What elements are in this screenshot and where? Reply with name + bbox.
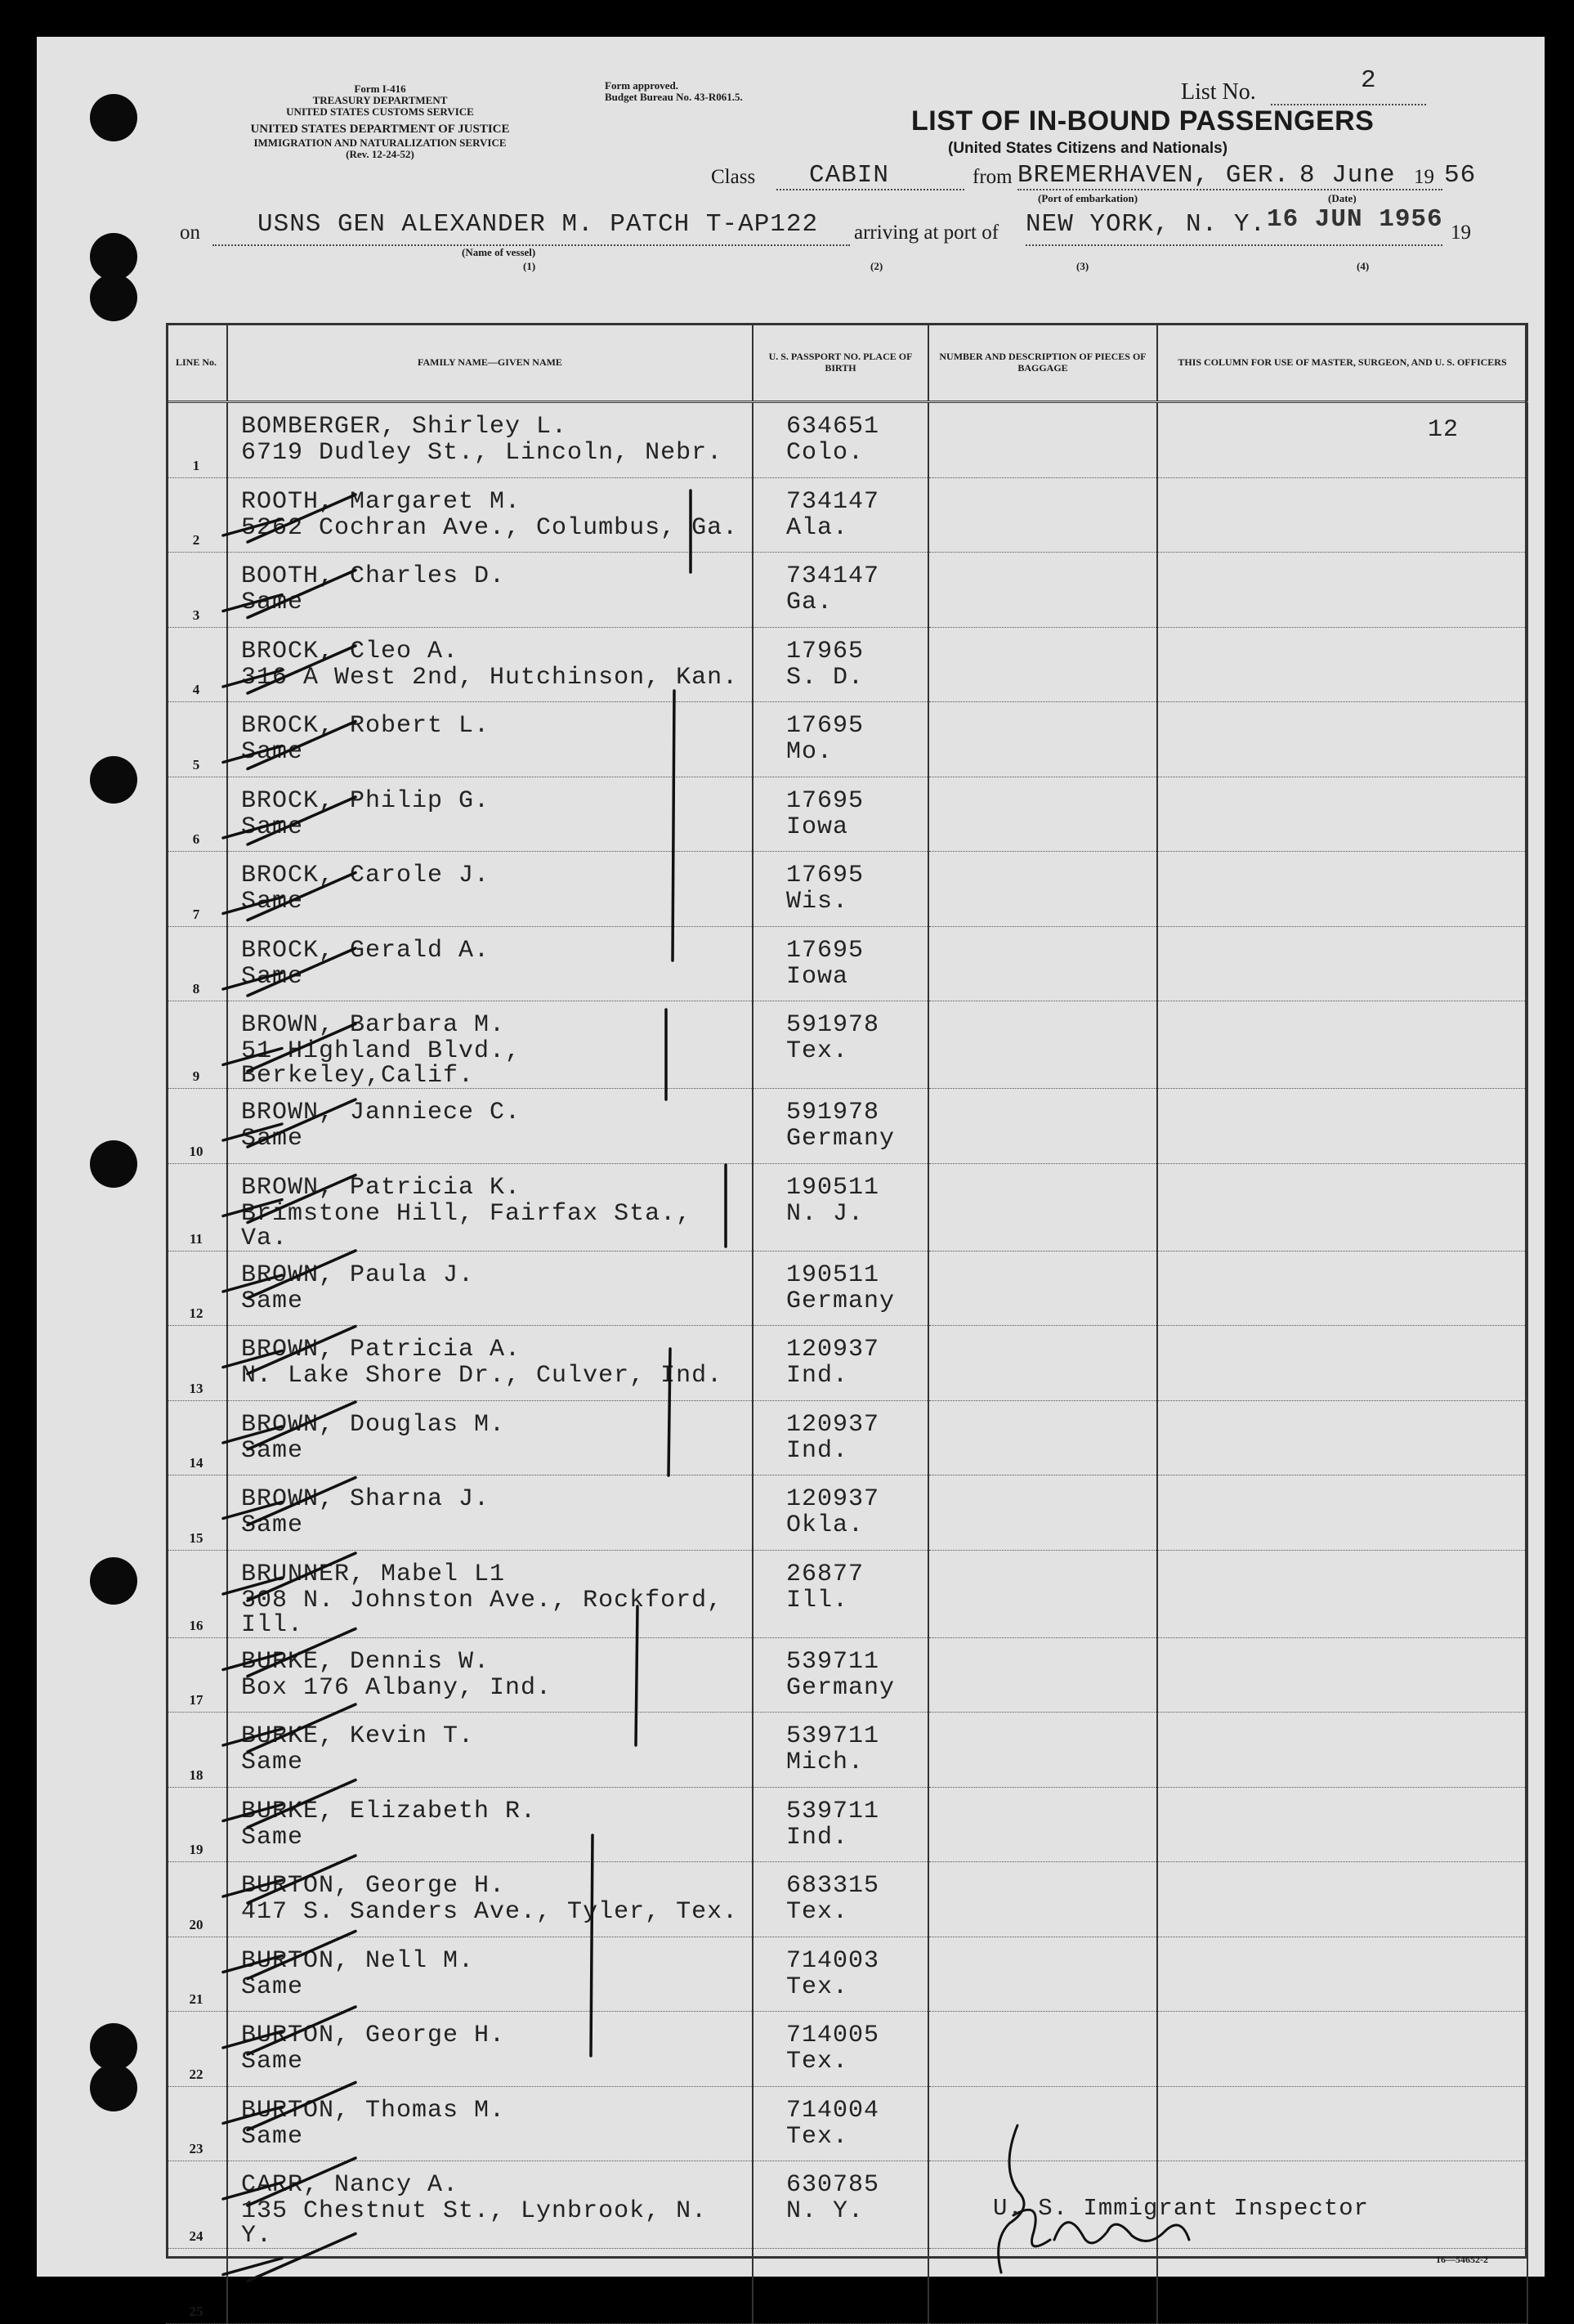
- passenger-name: BURKE, Dennis W.: [241, 1647, 490, 1676]
- check-mark: [223, 2007, 355, 2054]
- check-mark: [223, 571, 355, 618]
- date-caption: (Date): [1328, 192, 1357, 204]
- check-mark: [223, 2158, 355, 2205]
- passenger-name: BROCK, Robert L.: [241, 712, 490, 740]
- passport-number: 190511: [786, 1261, 880, 1289]
- passport-number: 190511: [786, 1173, 880, 1202]
- passenger-name: BROWN, Douglas M.: [241, 1410, 506, 1439]
- passenger-address: 135 Chestnut St., Lynbrook, N. Y.: [241, 2197, 708, 2250]
- budget-bureau: Budget Bureau No. 43-R061.5.: [605, 91, 743, 103]
- line-number: 3: [192, 607, 200, 623]
- bracket-mark: [591, 1835, 592, 2056]
- place-of-birth: Colo.: [786, 439, 865, 467]
- bracket-mark: [636, 1606, 637, 1745]
- passenger-name: BROCK, Carole J.: [241, 862, 490, 889]
- line-number: 4: [192, 682, 200, 697]
- form-approved: Form approved.: [605, 79, 679, 92]
- passport-number: 120937: [786, 1336, 880, 1364]
- header-officers: THIS COLUMN FOR USE OF MASTER, SURGEON, AND U. S. OFFICERS: [1157, 323, 1527, 402]
- check-mark: [223, 1629, 355, 1677]
- class-label: Class: [711, 166, 756, 188]
- passport-number: 714005: [786, 2022, 880, 2049]
- list-no-label: List No.: [1181, 79, 1256, 105]
- date-value: 8 June: [1299, 161, 1396, 190]
- col-ref-1: (1): [523, 260, 536, 272]
- passport-number: 17965: [786, 637, 865, 665]
- check-mark: [223, 722, 355, 769]
- place-of-birth: Wis.: [786, 888, 849, 916]
- line-number: 14: [189, 1455, 203, 1471]
- line-number: 1: [192, 457, 200, 473]
- place-of-birth: Germany: [786, 1673, 896, 1702]
- check-mark: [223, 1327, 355, 1374]
- arrival-date-stamp: 16 JUN 1956: [1267, 205, 1443, 234]
- place-of-birth: Tex.: [786, 2122, 849, 2151]
- passenger-name: BURTON, Nell M.: [241, 1946, 475, 1975]
- passenger-address: Same: [241, 813, 304, 841]
- line-number: 22: [189, 2066, 203, 2082]
- passenger-address: 51 Highland Blvd., Berkeley,Calif.: [241, 1037, 521, 1090]
- passenger-name: BURTON, George H.: [241, 2022, 506, 2049]
- place-of-birth: Ind.: [786, 1436, 849, 1465]
- line-number: 12: [189, 1305, 203, 1321]
- passenger-name: BURTON, Thomas M.: [241, 2096, 506, 2125]
- check-mark: [223, 2083, 355, 2130]
- vessel-caption: (Name of vessel): [462, 246, 536, 258]
- place-of-birth: N. J.: [786, 1199, 865, 1228]
- passenger-address: Same: [241, 589, 304, 616]
- form-id: Form I-416: [354, 83, 406, 95]
- passenger-address: Same: [241, 2048, 304, 2075]
- passenger-address: Same: [241, 888, 304, 916]
- customs-service: UNITED STATES CUSTOMS SERVICE: [286, 105, 474, 118]
- line-number: 5: [192, 756, 200, 772]
- place-of-birth: N. Y.: [786, 2197, 865, 2225]
- class-value: CABIN: [809, 161, 890, 190]
- passenger-name: BROCK, Philip G.: [241, 786, 490, 815]
- check-mark: [223, 1780, 355, 1828]
- place-of-birth: Ala.: [786, 513, 849, 542]
- passport-number: 17695: [786, 712, 865, 740]
- col-ref-2: (2): [870, 260, 883, 272]
- check-mark: [223, 495, 355, 542]
- place-of-birth: Ind.: [786, 1823, 849, 1852]
- bracket-mark: [669, 1349, 670, 1475]
- passenger-name: BRUNNER, Mabel L1: [241, 1560, 506, 1588]
- passenger-address: 316 A West 2nd, Hutchinson, Kan.: [241, 663, 739, 692]
- passenger-address: Same: [241, 1511, 304, 1539]
- passport-number: 17695: [786, 936, 865, 965]
- line-number: 13: [189, 1380, 203, 1396]
- line-number: 23: [189, 2141, 203, 2156]
- passport-number: 26877: [786, 1560, 865, 1588]
- place-of-birth: S. D.: [786, 663, 865, 692]
- place-of-birth: Ga.: [786, 589, 834, 616]
- passenger-address: 6719 Dudley St., Lincoln, Nebr.: [241, 439, 723, 467]
- on-label: on: [180, 222, 200, 244]
- page-subtitle: (United States Citizens and Nationals): [948, 140, 1228, 157]
- date-year: 56: [1444, 161, 1477, 190]
- place-of-birth: Tex.: [786, 1972, 849, 2001]
- passport-number: 17695: [786, 862, 865, 889]
- check-mark: [223, 1024, 355, 1072]
- check-mark: [223, 1478, 355, 1525]
- passenger-address: Same: [241, 738, 304, 766]
- check-mark: [223, 646, 355, 693]
- header-passport: U. S. PASSPORT NO. PLACE OF BIRTH: [753, 323, 928, 402]
- passenger-address: 5262 Cochran Ave., Columbus, Ga.: [241, 513, 739, 542]
- passport-number: 683315: [786, 1872, 880, 1900]
- passenger-address: Same: [241, 1287, 304, 1315]
- vessel-name: USNS GEN ALEXANDER M. PATCH T-AP122: [257, 210, 819, 239]
- place-of-birth: Iowa: [786, 962, 849, 991]
- bracket-mark: [673, 691, 674, 960]
- line-number: 19: [189, 1842, 203, 1857]
- passenger-address: Same: [241, 1125, 304, 1153]
- col-ref-4: (4): [1357, 260, 1370, 272]
- place-of-birth: Mo.: [786, 738, 834, 766]
- revision: (Rev. 12-24-52): [346, 148, 414, 160]
- passenger-name: BROWN, Patricia K.: [241, 1173, 521, 1202]
- handwritten-marks: [37, 37, 1545, 2277]
- place-of-birth: Okla.: [786, 1511, 865, 1539]
- passport-number: 591978: [786, 1099, 880, 1126]
- line-number: 6: [192, 831, 200, 847]
- list-no: 2: [1361, 66, 1377, 95]
- header-line-no: LINE No.: [166, 323, 227, 402]
- passenger-name: BROCK, Gerald A.: [241, 936, 490, 965]
- from-label: from: [973, 166, 1013, 188]
- check-mark: [223, 1704, 355, 1752]
- passenger-name: BOMBERGER, Shirley L.: [241, 413, 568, 441]
- line-number: 9: [192, 1068, 200, 1084]
- inspector-caption: U. S. Immigrant Inspector: [993, 2195, 1370, 2222]
- check-mark: [223, 1856, 355, 1903]
- passenger-address: Same: [241, 1823, 304, 1852]
- col-ref-3: (3): [1076, 260, 1089, 272]
- passenger-name: CARR, Nancy A.: [241, 2171, 459, 2199]
- check-mark: [223, 1402, 355, 1449]
- passenger-name: BURTON, George H.: [241, 1872, 506, 1900]
- ins-service: IMMIGRATION AND NATURALIZATION SERVICE: [253, 137, 507, 149]
- place-of-birth: Ill.: [786, 1586, 849, 1614]
- line-number: 24: [189, 2228, 203, 2244]
- passenger-address: Brimstone Hill, Fairfax Sta., Va.: [241, 1199, 692, 1252]
- place-of-birth: Mich.: [786, 1749, 865, 1776]
- line-number: 18: [189, 1767, 203, 1783]
- passenger-name: ROOTH, Margaret M.: [241, 487, 521, 516]
- form-code: 16—54652-2: [1436, 2254, 1488, 2265]
- check-mark: [223, 948, 355, 996]
- passport-number: 591978: [786, 1011, 880, 1039]
- line-number: 10: [189, 1143, 203, 1159]
- passport-number: 714004: [786, 2096, 880, 2125]
- date-prefix: 19: [1414, 166, 1434, 188]
- passenger-name: BROWN, Barbara M.: [241, 1011, 506, 1039]
- place-of-birth: Tex.: [786, 2048, 849, 2075]
- passport-number: 539711: [786, 1722, 880, 1750]
- passenger-name: BROWN, Patricia A.: [241, 1336, 521, 1364]
- check-mark: [223, 1553, 355, 1601]
- embarkation-caption: (Port of embarkation): [1038, 192, 1138, 204]
- passenger-address: N. Lake Shore Dr., Culver, Ind.: [241, 1362, 723, 1390]
- check-mark: [223, 873, 355, 920]
- line-number: 2: [192, 532, 200, 548]
- passport-number: 120937: [786, 1485, 880, 1513]
- passport-number: 17695: [786, 786, 865, 815]
- passport-number: 630785: [786, 2171, 880, 2199]
- check-mark: [223, 1932, 355, 1979]
- passenger-address: 308 N. Johnston Ave., Rockford, Ill.: [241, 1586, 723, 1639]
- place-of-birth: Germany: [786, 1287, 896, 1315]
- place-of-birth: Tex.: [786, 1898, 849, 1926]
- passenger-name: BROWN, Paula J.: [241, 1261, 475, 1289]
- line-number: 17: [189, 1692, 203, 1708]
- passport-number: 734147: [786, 487, 880, 516]
- check-mark: [223, 1175, 355, 1223]
- document-page: [37, 37, 1545, 2319]
- passenger-address: Same: [241, 2122, 304, 2151]
- passenger-name: BOOTH, Charles D.: [241, 562, 506, 590]
- passenger-name: BURKE, Kevin T.: [241, 1722, 475, 1750]
- line-number: 16: [189, 1617, 203, 1633]
- check-mark: [223, 1251, 355, 1298]
- passenger-address: Same: [241, 1436, 304, 1465]
- passenger-name: BROCK, Cleo A.: [241, 637, 459, 665]
- line-number: 8: [192, 981, 200, 996]
- passport-number: 539711: [786, 1647, 880, 1676]
- arriving-label: arriving at port of: [854, 222, 999, 244]
- passenger-name: BURKE, Elizabeth R.: [241, 1797, 537, 1825]
- place-of-birth: Tex.: [786, 1037, 849, 1065]
- passenger-address: Same: [241, 962, 304, 991]
- line-number: 25: [189, 2303, 203, 2319]
- line-number: 15: [189, 1529, 203, 1546]
- passenger-address: Same: [241, 1972, 304, 2001]
- place-of-birth: Germany: [786, 1125, 896, 1153]
- line-number: 11: [189, 1230, 203, 1247]
- check-mark: [223, 1099, 355, 1147]
- passenger-address: Box 176 Albany, Ind.: [241, 1673, 552, 1702]
- header-baggage: NUMBER AND DESCRIPTION OF PIECES OF BAGGAGE: [928, 323, 1157, 402]
- suffix-19: 19: [1451, 222, 1471, 244]
- embarkation-port: BREMERHAVEN, GER.: [1017, 161, 1290, 190]
- arrival-port: NEW YORK, N. Y.: [1026, 210, 1267, 239]
- place-of-birth: Iowa: [786, 813, 849, 841]
- passenger-name: BROWN, Janniece C.: [241, 1099, 521, 1126]
- passenger-address: 417 S. Sanders Ave., Tyler, Tex.: [241, 1898, 739, 1926]
- line-number: 7: [192, 906, 200, 922]
- check-mark: [223, 797, 355, 844]
- header-name: FAMILY NAME—GIVEN NAME: [227, 323, 753, 402]
- treasury-dept: TREASURY DEPARTMENT: [312, 94, 448, 106]
- passenger-address: Same: [241, 1749, 304, 1776]
- place-of-birth: Ind.: [786, 1362, 849, 1390]
- page-title: LIST OF IN-BOUND PASSENGERS: [911, 105, 1375, 137]
- line-number: 21: [189, 1991, 203, 2007]
- passport-number: 539711: [786, 1797, 880, 1825]
- line-number: 20: [189, 1916, 203, 1932]
- passport-number: 120937: [786, 1410, 880, 1439]
- passport-number: 714003: [786, 1946, 880, 1975]
- passport-number: 734147: [786, 562, 880, 590]
- passenger-name: BROWN, Sharna J.: [241, 1485, 490, 1513]
- check-mark: [223, 2234, 355, 2281]
- passport-number: 634651: [786, 413, 880, 441]
- justice-dept: UNITED STATES DEPARTMENT OF JUSTICE: [250, 123, 510, 136]
- officer-note: 12: [1428, 416, 1460, 444]
